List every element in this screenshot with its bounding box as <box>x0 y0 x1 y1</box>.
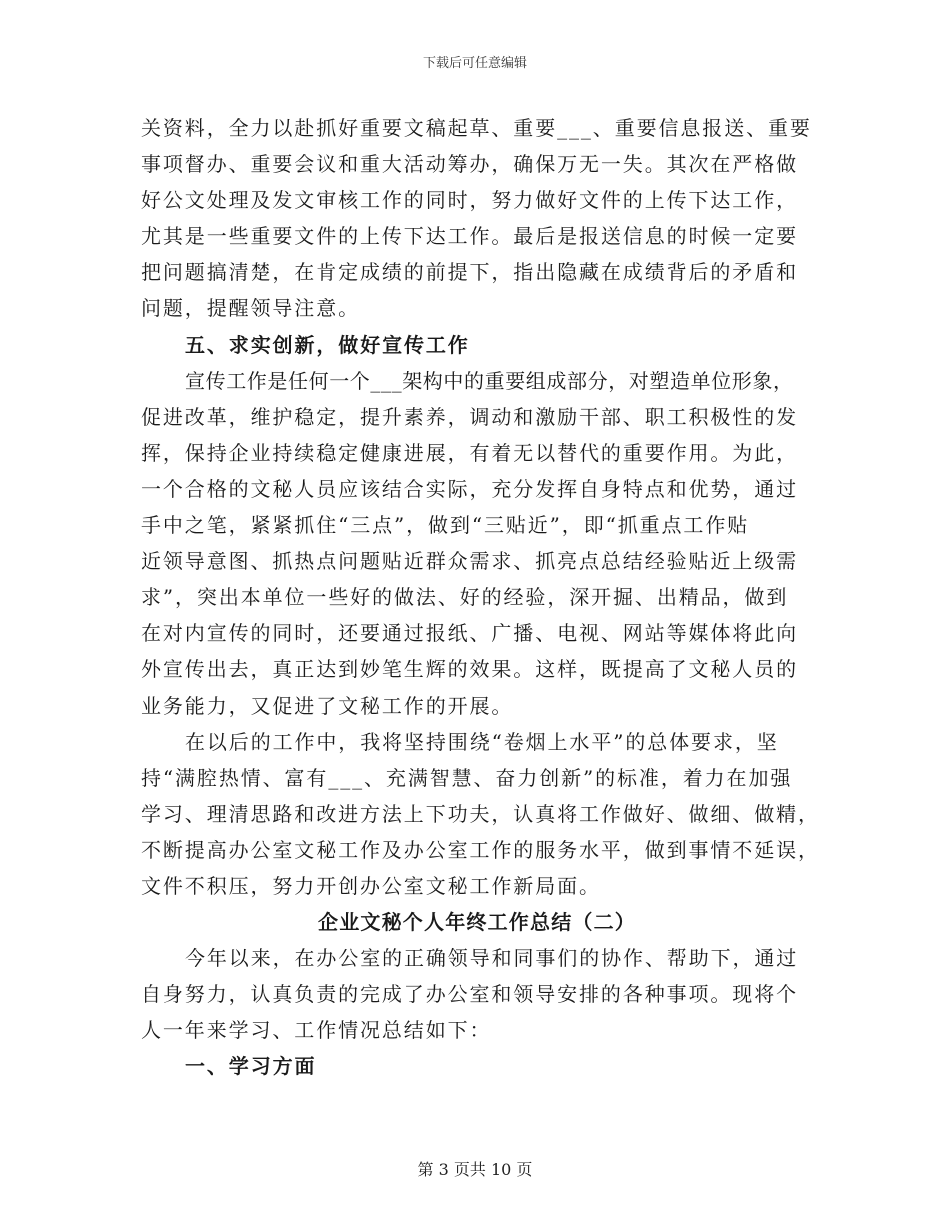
page-footer: 第 3 页共 10 页 <box>417 1160 533 1179</box>
body-line: 关资料，全力以赴抓好重要文稿起草、重要___、重要信息报送、重要 <box>141 116 812 140</box>
body-line: 外宣传出去，真正达到妙笔生辉的效果。这样，既提高了文秘人员的 <box>141 657 798 682</box>
body-line: 促进改革，维护稳定，提升素养，调动和激励干部、职工积极性的发 <box>141 404 798 429</box>
body-line: 业务能力，又促进了文秘工作的开展。 <box>141 693 514 718</box>
page-header: 下载后可任意编辑 <box>422 56 527 71</box>
body-line: 人一年来学习、工作情况总结如下： <box>141 1018 492 1043</box>
body-line: 持“满腔热情、富有___、充满智慧、奋力创新”的标准，着力在加强 <box>141 765 793 790</box>
body-line: 文件不积压，努力开创办公室文秘工作新局面。 <box>141 873 601 898</box>
body-line: 手中之笔，紧紧抓住“三点”，做到“三贴近”，即“抓重点工作贴 <box>141 513 750 538</box>
document-title: 企业文秘个人年终工作总结（二） <box>318 910 636 935</box>
section-heading: 五、求实创新，做好宣传工作 <box>185 332 470 357</box>
body-line: 在对内宣传的同时，还要通过报纸、广播、电视、网站等媒体将此向 <box>141 621 798 646</box>
body-line: 把问题搞清楚，在肯定成绩的前提下，指出隐藏在成绩背后的矛盾和 <box>141 260 798 285</box>
body-line: 近领导意图、抓热点问题贴近群众需求、抓亮点总结经验贴近上级需 <box>141 549 798 574</box>
body-line: 挥，保持企业持续稳定健康进展，有着无以替代的重要作用。为此， <box>141 440 798 465</box>
body-line: 学习、理清思路和改进方法上下功夫，认真将工作做好、做细、做精， <box>141 801 820 826</box>
body-line: 一个合格的文秘人员应该结合实际，充分发挥自身特点和优势，通过 <box>141 476 798 501</box>
body-line: 事项督办、重要会议和重大活动筹办，确保万无一失。其次在严格做 <box>141 152 798 177</box>
section-heading: 一、学习方面 <box>185 1054 317 1079</box>
body-line: 自身努力，认真负责的完成了办公室和领导安排的各种事项。现将个 <box>141 982 798 1007</box>
document-body <box>141 110 820 1085</box>
body-line: 不断提高办公室文秘工作及办公室工作的服务水平，做到事情不延误， <box>141 837 820 862</box>
body-line: 今年以来，在办公室的正确领导和同事们的协作、帮助下，通过 <box>185 946 799 971</box>
body-line: 尤其是一些重要文件的上传下达工作。最后是报送信息的时候一定要 <box>141 224 798 249</box>
body-line: 求”，突出本单位一些好的做法、好的经验，深开掘、出精品，做到 <box>141 585 789 610</box>
body-line: 好公文处理及发文审核工作的同时，努力做好文件的上传下达工作， <box>141 188 798 213</box>
body-line: 问题，提醒领导注意。 <box>141 296 360 321</box>
body-line: 在以后的工作中，我将坚持围绕“卷烟上水平”的总体要求，坚 <box>185 729 779 754</box>
body-line: 宣传工作是任何一个___架构中的重要组成部分，对塑造单位形象， <box>185 368 794 393</box>
